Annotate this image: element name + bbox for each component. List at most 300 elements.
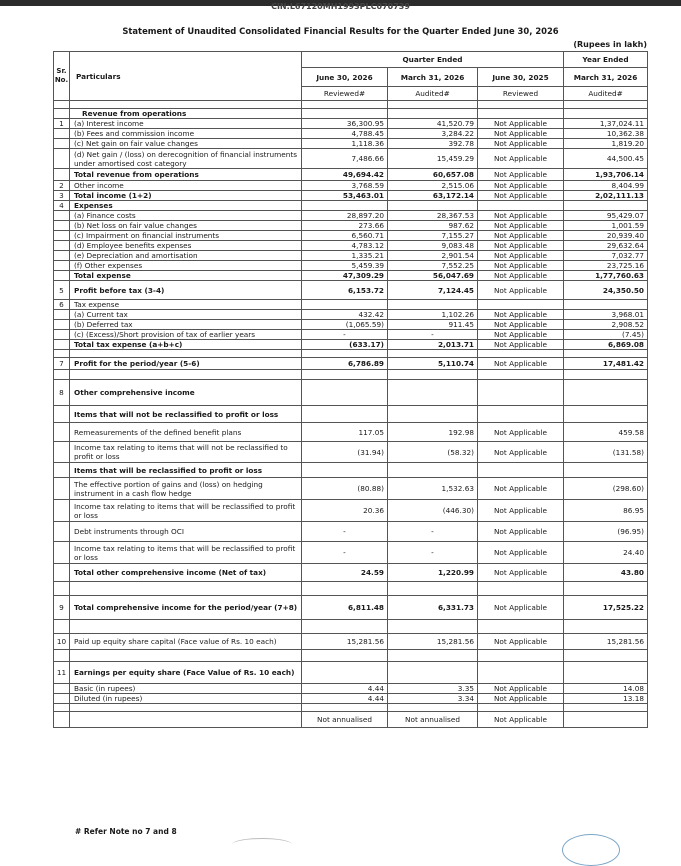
quarter-ended-header: Quarter Ended — [302, 52, 564, 68]
row-value-col-1: (633.17) — [302, 340, 388, 350]
row-sr-no — [54, 564, 70, 582]
row-value-col-4: 2,02,111.13 — [564, 191, 648, 201]
row-value-col-3: Not Applicable — [478, 191, 564, 201]
row-value-col-3: Not Applicable — [478, 358, 564, 370]
row-value-col-3: Not Applicable — [478, 169, 564, 181]
table-row — [54, 340, 648, 350]
row-value-col-4: 8,404.99 — [564, 181, 648, 191]
row-value-col-4: 1,819.20 — [564, 139, 648, 149]
sr-no-header: Sr. No. — [54, 52, 70, 101]
cin-number: CIN:L67120MH1993PLC070739 — [271, 2, 410, 11]
row-value-col-3: Not Applicable — [478, 423, 564, 442]
row-value-col-4 — [564, 406, 648, 423]
row-value-col-1 — [302, 463, 388, 478]
row-value-col-1: 36,300.95 — [302, 119, 388, 129]
row-particulars: Paid up equity share capital (Face value of Rs. 10 each) — [70, 634, 302, 650]
row-sr-no: 9 — [54, 596, 70, 620]
table-row — [54, 201, 648, 211]
row-value-col-1 — [302, 704, 388, 712]
row-value-col-2: 7,124.45 — [388, 281, 478, 300]
row-value-col-4: 95,429.07 — [564, 211, 648, 221]
row-value-col-2: 911.45 — [388, 320, 478, 330]
row-sr-no — [54, 582, 70, 596]
row-value-col-2: 41,520.79 — [388, 119, 478, 129]
row-value-col-4: 23,725.16 — [564, 261, 648, 271]
table-row — [54, 522, 648, 542]
row-value-col-3 — [478, 662, 564, 684]
row-particulars: (b) Fees and commission income — [70, 129, 302, 139]
row-value-col-4 — [564, 380, 648, 406]
col-status-4: Audited# — [564, 87, 648, 101]
col-status-3: Reviewed — [478, 87, 564, 101]
table-row — [54, 231, 648, 241]
row-value-col-3: Not Applicable — [478, 712, 564, 728]
row-value-col-2 — [388, 101, 478, 109]
row-value-col-2: 2,515.06 — [388, 181, 478, 191]
row-value-col-3: Not Applicable — [478, 442, 564, 463]
row-value-col-2: 3,284.22 — [388, 129, 478, 139]
row-value-col-2: - — [388, 330, 478, 340]
row-value-col-3: Not Applicable — [478, 310, 564, 320]
row-particulars: Other income — [70, 181, 302, 191]
row-particulars: (c) Impairment on financial instruments — [70, 231, 302, 241]
row-particulars — [70, 620, 302, 634]
row-value-col-1: - — [302, 330, 388, 340]
row-sr-no — [54, 261, 70, 271]
row-sr-no — [54, 139, 70, 149]
row-value-col-2: - — [388, 522, 478, 542]
row-value-col-4 — [564, 370, 648, 380]
table-row — [54, 478, 648, 500]
row-particulars: (a) Finance costs — [70, 211, 302, 221]
row-sr-no — [54, 694, 70, 704]
spacer-row — [54, 350, 648, 358]
row-particulars: (f) Other expenses — [70, 261, 302, 271]
row-value-col-3 — [478, 620, 564, 634]
row-value-col-1 — [302, 582, 388, 596]
row-value-col-4 — [564, 620, 648, 634]
row-value-col-2 — [388, 463, 478, 478]
row-value-col-1: Not annualised — [302, 712, 388, 728]
table-row — [54, 694, 648, 704]
row-value-col-4 — [564, 109, 648, 119]
row-value-col-2: 1,532.63 — [388, 478, 478, 500]
row-value-col-3: Not Applicable — [478, 231, 564, 241]
table-row — [54, 330, 648, 340]
table-row — [54, 281, 648, 300]
row-sr-no — [54, 129, 70, 139]
row-value-col-1: - — [302, 542, 388, 564]
table-row — [54, 119, 648, 129]
row-value-col-3: Not Applicable — [478, 241, 564, 251]
table-row — [54, 129, 648, 139]
row-value-col-1 — [302, 101, 388, 109]
row-value-col-2: 5,110.74 — [388, 358, 478, 370]
spacer-row — [54, 101, 648, 109]
table-row — [54, 596, 648, 620]
row-value-col-1: 24.59 — [302, 564, 388, 582]
table-row — [54, 406, 648, 423]
row-value-col-2: 987.62 — [388, 221, 478, 231]
row-value-col-2: 9,083.48 — [388, 241, 478, 251]
row-value-col-3: Not Applicable — [478, 340, 564, 350]
row-sr-no: 7 — [54, 358, 70, 370]
row-value-col-2 — [388, 380, 478, 406]
row-value-col-2 — [388, 662, 478, 684]
row-value-col-4: 24,350.50 — [564, 281, 648, 300]
row-value-col-3: Not Applicable — [478, 500, 564, 522]
row-particulars: (d) Net gain / (loss) on derecognition of financial instruments under amortised cost category — [70, 149, 302, 169]
row-value-col-2: 56,047.69 — [388, 271, 478, 281]
row-sr-no — [54, 241, 70, 251]
row-particulars: Total comprehensive income for the period/year (7+8) — [70, 596, 302, 620]
row-particulars: Total expense — [70, 271, 302, 281]
row-value-col-2: 7,552.25 — [388, 261, 478, 271]
row-sr-no: 3 — [54, 191, 70, 201]
row-particulars: Earnings per equity share (Face Value of Rs. 10 each) — [70, 662, 302, 684]
row-particulars — [70, 704, 302, 712]
spacer-row — [54, 582, 648, 596]
row-sr-no — [54, 330, 70, 340]
signature-mark — [232, 838, 292, 851]
row-sr-no: 1 — [54, 119, 70, 129]
row-value-col-4: (131.58) — [564, 442, 648, 463]
row-particulars: Items that will not be reclassified to profit or loss — [70, 406, 302, 423]
row-sr-no — [54, 463, 70, 478]
row-value-col-4: 1,001.59 — [564, 221, 648, 231]
row-value-col-3: Not Applicable — [478, 271, 564, 281]
row-value-col-4: 24.40 — [564, 542, 648, 564]
row-value-col-4: 20,939.40 — [564, 231, 648, 241]
row-particulars: Total other comprehensive income (Net of tax) — [70, 564, 302, 582]
row-value-col-3 — [478, 463, 564, 478]
row-value-col-3: Not Applicable — [478, 694, 564, 704]
row-particulars: The effective portion of gains and (loss) on hedging instrument in a cash flow hedge — [70, 478, 302, 500]
row-value-col-3 — [478, 109, 564, 119]
row-value-col-4 — [564, 463, 648, 478]
row-value-col-1 — [302, 350, 388, 358]
row-value-col-1 — [302, 370, 388, 380]
row-value-col-2 — [388, 201, 478, 211]
row-value-col-1 — [302, 201, 388, 211]
row-particulars: Profit for the period/year (5-6) — [70, 358, 302, 370]
row-sr-no — [54, 478, 70, 500]
row-value-col-3: Not Applicable — [478, 119, 564, 129]
row-value-col-2: (446.30) — [388, 500, 478, 522]
row-value-col-4: 3,968.01 — [564, 310, 648, 320]
row-value-col-1 — [302, 380, 388, 406]
row-sr-no: 11 — [54, 662, 70, 684]
table-row — [54, 684, 648, 694]
spacer-row — [54, 704, 648, 712]
row-value-col-1: 15,281.56 — [302, 634, 388, 650]
table-row — [54, 500, 648, 522]
row-value-col-3: Not Applicable — [478, 221, 564, 231]
row-value-col-3: Not Applicable — [478, 251, 564, 261]
col-date-3: June 30, 2025 — [478, 68, 564, 87]
spacer-row — [54, 370, 648, 380]
row-value-col-1: 1,118.36 — [302, 139, 388, 149]
row-sr-no: 2 — [54, 181, 70, 191]
row-value-col-3 — [478, 201, 564, 211]
table-row — [54, 463, 648, 478]
table-row — [54, 564, 648, 582]
row-sr-no — [54, 271, 70, 281]
row-value-col-4: 1,77,760.63 — [564, 271, 648, 281]
col-status-2: Audited# — [388, 87, 478, 101]
row-sr-no — [54, 231, 70, 241]
row-value-col-2: 392.78 — [388, 139, 478, 149]
row-sr-no — [54, 423, 70, 442]
row-sr-no: 10 — [54, 634, 70, 650]
table-row — [54, 271, 648, 281]
table-row — [54, 423, 648, 442]
row-particulars: Other comprehensive income — [70, 380, 302, 406]
row-value-col-1: 4,783.12 — [302, 241, 388, 251]
row-value-col-4 — [564, 300, 648, 310]
row-value-col-4: 6,869.08 — [564, 340, 648, 350]
row-value-col-4: 1,93,706.14 — [564, 169, 648, 181]
row-value-col-4: 13.18 — [564, 694, 648, 704]
row-value-col-3 — [478, 350, 564, 358]
row-value-col-3 — [478, 370, 564, 380]
row-value-col-4 — [564, 582, 648, 596]
row-value-col-2: 1,220.99 — [388, 564, 478, 582]
row-sr-no — [54, 542, 70, 564]
row-particulars: Total tax expense (a+b+c) — [70, 340, 302, 350]
row-sr-no — [54, 101, 70, 109]
row-value-col-2 — [388, 650, 478, 662]
row-value-col-1 — [302, 300, 388, 310]
row-particulars: (b) Deferred tax — [70, 320, 302, 330]
row-value-col-1: (31.94) — [302, 442, 388, 463]
row-sr-no — [54, 712, 70, 728]
row-value-col-1: 432.42 — [302, 310, 388, 320]
row-value-col-4 — [564, 712, 648, 728]
row-sr-no — [54, 522, 70, 542]
row-particulars: Income tax relating to items that will be reclassified to profit or loss — [70, 500, 302, 522]
table-row — [54, 211, 648, 221]
row-particulars: Revenue from operations — [70, 109, 302, 119]
year-ended-header: Year Ended — [564, 52, 648, 68]
row-value-col-4 — [564, 201, 648, 211]
row-value-col-1: 20.36 — [302, 500, 388, 522]
row-sr-no — [54, 442, 70, 463]
row-value-col-3: Not Applicable — [478, 129, 564, 139]
col-date-1: June 30, 2026 — [302, 68, 388, 87]
row-particulars: Profit before tax (3-4) — [70, 281, 302, 300]
row-value-col-4: (7.45) — [564, 330, 648, 340]
row-value-col-1: - — [302, 522, 388, 542]
row-value-col-2: (58.32) — [388, 442, 478, 463]
row-value-col-3 — [478, 300, 564, 310]
row-particulars: (c) Net gain on fair value changes — [70, 139, 302, 149]
row-value-col-3: Not Applicable — [478, 330, 564, 340]
row-sr-no — [54, 221, 70, 231]
row-value-col-3: Not Applicable — [478, 211, 564, 221]
row-value-col-1: 47,309.29 — [302, 271, 388, 281]
row-value-col-4: (96.95) — [564, 522, 648, 542]
table-row — [54, 241, 648, 251]
row-value-col-1: 28,897.20 — [302, 211, 388, 221]
row-sr-no — [54, 109, 70, 119]
row-value-col-2: 192.98 — [388, 423, 478, 442]
row-value-col-4: 7,032.77 — [564, 251, 648, 261]
row-value-col-4: 10,362.38 — [564, 129, 648, 139]
row-value-col-2: Not annualised — [388, 712, 478, 728]
row-sr-no — [54, 370, 70, 380]
row-particulars: Income tax relating to items that will be reclassified to profit or loss — [70, 542, 302, 564]
row-value-col-4 — [564, 704, 648, 712]
row-value-col-1: (80.88) — [302, 478, 388, 500]
row-sr-no: 4 — [54, 201, 70, 211]
row-value-col-4: 459.58 — [564, 423, 648, 442]
row-value-col-3 — [478, 582, 564, 596]
table-row — [54, 251, 648, 261]
unit-label: (Rupees in lakh) — [573, 40, 647, 49]
row-value-col-4: 29,632.64 — [564, 241, 648, 251]
row-sr-no — [54, 169, 70, 181]
row-particulars: (b) Net loss on fair value changes — [70, 221, 302, 231]
row-value-col-4: 1,37,024.11 — [564, 119, 648, 129]
row-particulars — [70, 350, 302, 358]
row-value-col-2 — [388, 406, 478, 423]
row-value-col-2: 2,013.71 — [388, 340, 478, 350]
row-value-col-4: 86.95 — [564, 500, 648, 522]
row-value-col-2: 15,459.29 — [388, 149, 478, 169]
row-value-col-3 — [478, 406, 564, 423]
row-value-col-2 — [388, 704, 478, 712]
row-value-col-4 — [564, 101, 648, 109]
row-sr-no — [54, 310, 70, 320]
table-row — [54, 169, 648, 181]
row-value-col-2: 6,331.73 — [388, 596, 478, 620]
row-sr-no — [54, 350, 70, 358]
row-value-col-4 — [564, 350, 648, 358]
row-sr-no — [54, 500, 70, 522]
row-value-col-4: 44,500.45 — [564, 149, 648, 169]
row-value-col-4: 17,481.42 — [564, 358, 648, 370]
row-value-col-1: 49,694.42 — [302, 169, 388, 181]
row-value-col-1: 4.44 — [302, 694, 388, 704]
row-value-col-1: 6,560.71 — [302, 231, 388, 241]
table-row — [54, 149, 648, 169]
row-sr-no — [54, 320, 70, 330]
row-value-col-3: Not Applicable — [478, 149, 564, 169]
row-value-col-3: Not Applicable — [478, 139, 564, 149]
table-row — [54, 181, 648, 191]
row-value-col-1: (1,065.59) — [302, 320, 388, 330]
row-particulars: Items that will be reclassified to profit or loss — [70, 463, 302, 478]
row-particulars: Total revenue from operations — [70, 169, 302, 181]
financial-results-table — [53, 51, 648, 728]
row-value-col-3: Not Applicable — [478, 596, 564, 620]
row-value-col-3 — [478, 704, 564, 712]
row-value-col-3: Not Applicable — [478, 522, 564, 542]
row-sr-no — [54, 684, 70, 694]
row-sr-no: 6 — [54, 300, 70, 310]
row-value-col-2: 63,172.14 — [388, 191, 478, 201]
row-value-col-3: Not Applicable — [478, 261, 564, 271]
row-value-col-2 — [388, 300, 478, 310]
row-value-col-3: Not Applicable — [478, 181, 564, 191]
row-value-col-1: 6,153.72 — [302, 281, 388, 300]
row-value-col-2: 2,901.54 — [388, 251, 478, 261]
row-value-col-1: 4,788.45 — [302, 129, 388, 139]
row-particulars: Tax expense — [70, 300, 302, 310]
row-value-col-2: 28,367.53 — [388, 211, 478, 221]
row-sr-no — [54, 650, 70, 662]
row-value-col-1 — [302, 620, 388, 634]
company-seal-stamp — [562, 834, 620, 866]
row-value-col-4 — [564, 662, 648, 684]
row-sr-no — [54, 406, 70, 423]
row-particulars: Remeasurements of the defined benefit plans — [70, 423, 302, 442]
row-value-col-2: 3.34 — [388, 694, 478, 704]
row-value-col-3: Not Applicable — [478, 478, 564, 500]
row-value-col-1: 3,768.59 — [302, 181, 388, 191]
row-value-col-1 — [302, 662, 388, 684]
row-value-col-3: Not Applicable — [478, 684, 564, 694]
row-value-col-4: 2,908.52 — [564, 320, 648, 330]
table-row — [54, 300, 648, 310]
row-particulars: Total income (1+2) — [70, 191, 302, 201]
row-particulars — [70, 101, 302, 109]
row-particulars: (c) (Excess)/Short provision of tax of earlier years — [70, 330, 302, 340]
row-value-col-4: 14.08 — [564, 684, 648, 694]
table-row — [54, 320, 648, 330]
row-value-col-1: 117.05 — [302, 423, 388, 442]
row-value-col-2: - — [388, 542, 478, 564]
table-row — [54, 542, 648, 564]
row-value-col-2: 1,102.26 — [388, 310, 478, 320]
row-sr-no: 8 — [54, 380, 70, 406]
row-value-col-1: 5,459.39 — [302, 261, 388, 271]
row-sr-no — [54, 340, 70, 350]
row-value-col-1: 7,486.66 — [302, 149, 388, 169]
row-particulars: (d) Employee benefits expenses — [70, 241, 302, 251]
row-value-col-1: 273.66 — [302, 221, 388, 231]
row-value-col-4: (298.60) — [564, 478, 648, 500]
table-row — [54, 358, 648, 370]
col-date-4: March 31, 2026 — [564, 68, 648, 87]
row-value-col-4: 17,525.22 — [564, 596, 648, 620]
row-value-col-3 — [478, 101, 564, 109]
row-value-col-1: 4.44 — [302, 684, 388, 694]
row-particulars — [70, 650, 302, 662]
row-value-col-2: 7,155.27 — [388, 231, 478, 241]
row-value-col-2 — [388, 370, 478, 380]
row-particulars: (a) Current tax — [70, 310, 302, 320]
row-value-col-1 — [302, 650, 388, 662]
row-value-col-4 — [564, 650, 648, 662]
row-particulars — [70, 712, 302, 728]
row-value-col-1: 53,463.01 — [302, 191, 388, 201]
table-row — [54, 310, 648, 320]
statement-title: Statement of Unaudited Consolidated Financial Results for the Quarter Ended June 30, 2026 — [122, 26, 559, 36]
row-particulars: Diluted (in rupees) — [70, 694, 302, 704]
col-date-2: March 31, 2026 — [388, 68, 478, 87]
row-sr-no — [54, 211, 70, 221]
spacer-row — [54, 712, 648, 728]
row-sr-no — [54, 149, 70, 169]
row-value-col-4: 15,281.56 — [564, 634, 648, 650]
row-value-col-3: Not Applicable — [478, 281, 564, 300]
table-row — [54, 380, 648, 406]
table-row — [54, 191, 648, 201]
row-particulars: Debt instruments through OCI — [70, 522, 302, 542]
row-particulars — [70, 370, 302, 380]
